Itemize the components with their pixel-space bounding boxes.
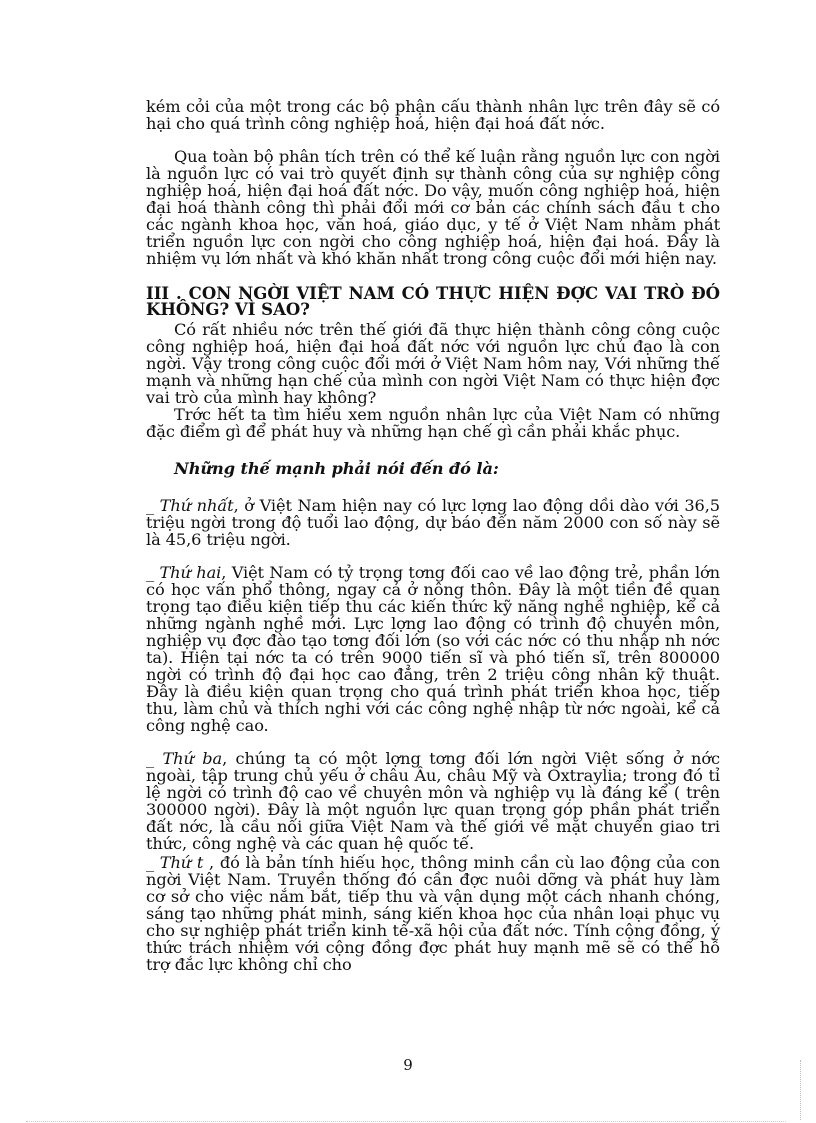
page-bottom-divider bbox=[26, 1121, 786, 1122]
item-4-text: , đó là bản tính hiếu học, thông minh cần cù lao động của con ngời Việt Nam. Truyền thống đó cần đợc nuôi dỡng và phát huy làm cơ sở cho việc nắm bắt, tiếp thu và vận dụng một cách nhanh chóng, sáng tạo những phát minh, sáng kiến khoa học của nhân loại phục vụ cho sự nghiệp phát triển kinh tế-xã hội của đất nớc. Tính cộng đồng, ý thức trách nhiệm với cộng đồng đợc phát huy mạnh mẽ sẽ có thể hỗ trợ đắc lực không chỉ cho bbox=[146, 853, 721, 974]
paragraph-1: kém cỏi của một trong các bộ phận cấu thành nhân lực trên đây sẽ có hại cho quá trình công nghiệp hoá, hiện đại hoá đất nớc. bbox=[146, 97, 720, 133]
margin-divider bbox=[800, 1060, 801, 1120]
item-4-lead: _ Thứ t bbox=[146, 853, 204, 872]
paragraph-4: Trớc hết ta tìm hiểu xem nguồn nhân lực của Việt Nam có những đặc điểm gì để phát huy và những hạn chế gì cần phải khắc phục. bbox=[146, 405, 720, 441]
item-2-text: , Việt Nam có tỷ trọng tơng đối cao về lao động trẻ, phần lớn có học vấn phổ thông, ngay cả ở nông thôn. Đây là một tiền đề quan trọng tạo điều kiện tiếp thu các kiến thức kỹ năng nghề nghiệp, kể cả những ngành nghề mới. Lực lợng lao động có trình độ chuyên môn, nghiệp vụ đợc đào tạo tơng đối lớn (so với các nớc có thu nhập nh nớc ta). Hiện tại nớc ta có trên 9000 tiến sĩ và phó tiến sĩ, trên 800000 ngời có trình độ đại học cao đẳng, trên 2 triệu công nhân kỹ thuật. Đây là điều kiện quan trọng cho quá trình phát triển khoa học, tiếp thu, làm chủ và thích nghi với các công nghệ nhập từ nớc ngoài, kể cả công nghệ cao. bbox=[146, 563, 720, 735]
strength-item-1 bbox=[146, 497, 720, 548]
item-1-lead: _ Thứ nhất bbox=[146, 496, 234, 515]
paragraph-3: Có rất nhiều nớc trên thế giới đã thực hiện thành công công cuộc công nghiệp hoá, hiện đại hoá đất nớc với nguồn lực chủ đạo là con ngời. Vậy trong công cuộc đổi mới ở Việt Nam hôm nay, Với những thế mạnh và những hạn chế của mình con ngời Việt Nam có thực hiện đợc vai trò của mình hay không? bbox=[146, 320, 720, 407]
strength-item-4 bbox=[146, 854, 720, 973]
item-1-text: , ở Việt Nam hiện nay có lực lợng lao động dồi dào với 36,5 triệu ngời trong độ tuổi lao động, dự báo đến năm 2000 con số này sẽ là 45,6 triệu ngời. bbox=[146, 496, 720, 549]
item-3-lead: _ Thứ ba bbox=[146, 749, 223, 768]
strengths-subheading: Những thế mạnh phải nói đến đó là: bbox=[174, 459, 499, 478]
strength-item-3 bbox=[146, 750, 720, 852]
paragraph-2: Qua toàn bộ phân tích trên có thể kế luận rằng nguồn lực con ngời là nguồn lực có vai trò quyết định sự thành công của sự nghiệp công nghiệp hoá, hiện đại hoá đất nớc. Do vậy, muốn công nghiệp hoá, hiện đại hoá thành công thì phải đổi mới cơ bản các chính sách đầu t cho các ngành khoa học, văn hoá, giáo dục, y tế ở Việt Nam nhằm phát triển nguồn lực con ngời cho công nghiệp hoá, hiện đại hoá. Đây là nhiệm vụ lớn nhất và khó khăn nhất trong công cuộc đổi mới hiện nay. bbox=[146, 147, 720, 268]
strength-item-2 bbox=[146, 564, 720, 734]
document-body bbox=[146, 98, 720, 973]
item-2-lead: _ Thứ hai bbox=[146, 563, 222, 582]
section-heading: III . CON NGỜI VIỆT NAM CÓ THỰC HIỆN ĐỢC VAI TRÒ ĐÓ KHÔNG? VÌ SAO? bbox=[146, 284, 720, 319]
page-number: 9 bbox=[403, 1056, 413, 1074]
item-3-text: , chúng ta có một lợng tơng đối lớn ngời Việt sống ở nớc ngoài, tập trung chủ yếu ở châu Âu, châu Mỹ và Oxtraylia; trong đó tỉ lệ ngời có trình độ cao về chuyên môn và nghiệp vụ là đáng kể ( trên 300000 ngời). Đây là một nguồn lực quan trọng góp phần phát triển đất nớc, là cầu nối giữa Việt Nam và thế giới về mặt chuyển giao tri thức, công nghệ và các quan hệ quốc tế. bbox=[146, 749, 720, 853]
